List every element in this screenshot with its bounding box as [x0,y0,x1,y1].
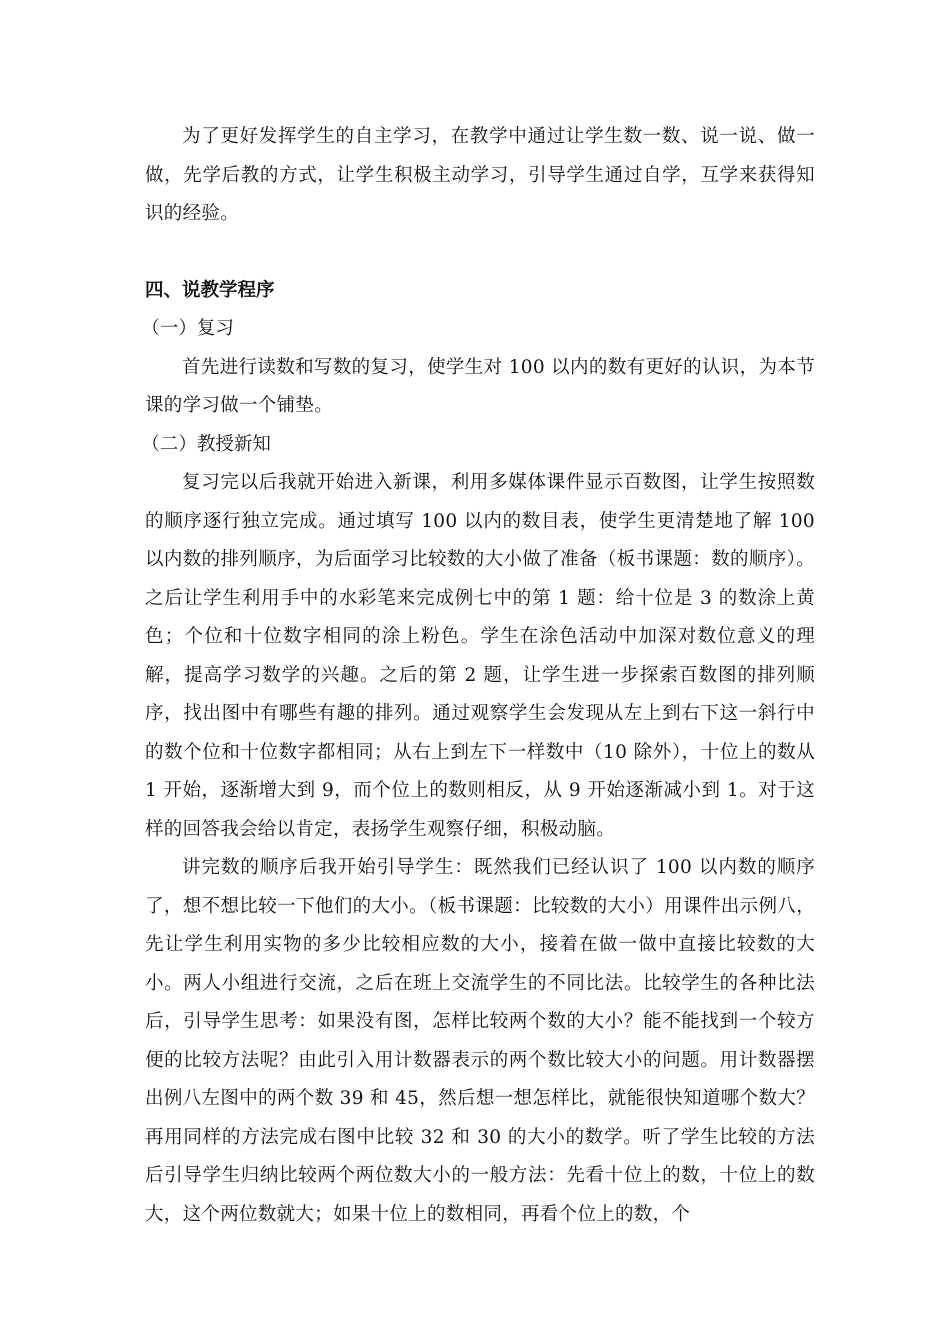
part2-paragraph-1: 复习完以后我就开始进入新课，利用多媒体课件显示百数图，让学生按照数的顺序逐行独立完成。通过填写 100 以内的数目表，使学生更清楚地了解 100 以内数的排列顺序，为后面学习比较数的大小做了准备（板书课题：数的顺序）。之后让学生利用手中的水彩笔来完成例七中的第 1 题：给十位是 3 的数涂上黄色；个位和十位数字相同的涂上粉色。学生在涂色活动中加深对数位意义的理解，提高学习数学的兴趣。之后的第 2 题，让学生进一步探索百数图的排列顺序，找出图中有哪些有趣的排列。通过观察学生会发现从左上到右下这一斜行中的数个位和十位数字都相同；从右上到左下一样数中（10 除外），十位上的数从 1 开始，逐渐增大到 9，而个位上的数则相反，从 9 开始逐渐减小到 1。对于这样的回答我会给以肯定，表扬学生观察仔细，积极动脑。 [145,472,815,840]
part1-paragraph: 首先进行读数和写数的复习，使学生对 100 以内的数有更好的认识，为本节课的学习做一个铺垫。 [145,356,815,416]
spacer [145,234,815,272]
section-heading: 四、说教学程序 [145,279,275,301]
part2-paragraph-2: 讲完数的顺序后我开始引导学生：既然我们已经认识了 100 以内数的顺序了，想不想比较一下他们的大小。（板书课题：比较数的大小）用课件出示例八，先让学生利用实物的多少比较相应数的大小，接着在做一做中直接比较数的大小。两人小组进行交流，之后在班上交流学生的不同比法。比较学生的各种比法后，引导学生思考：如果没有图，怎样比较两个数的大小？能不能找到一个较方便的比较方法呢？由此引入用计数器表示的两个数比较大小的问题。用计数器摆出例八左图中的两个数 39 和 45，然后想一想怎样比，就能很快知道哪个数大？再用同样的方法完成右图中比较 32 和 30 的大小的数学。听了学生比较的方法后引导学生归纳比较两个两位数大小的一般方法：先看十位上的数，十位上的数大，这个两位数就大；如果十位上的数相同，再看个位上的数，个 [145,857,815,1225]
intro-paragraph: 为了更好发挥学生的自主学习，在教学中通过让学生数一数、说一说、做一做，先学后教的方式，让学生积极主动学习，引导学生通过自学，互学来获得知识的经验。 [145,126,815,224]
document-body [141,118,815,1234]
part1-heading: （一）复习 [141,318,234,339]
part2-heading: （二）教授新知 [141,433,271,455]
